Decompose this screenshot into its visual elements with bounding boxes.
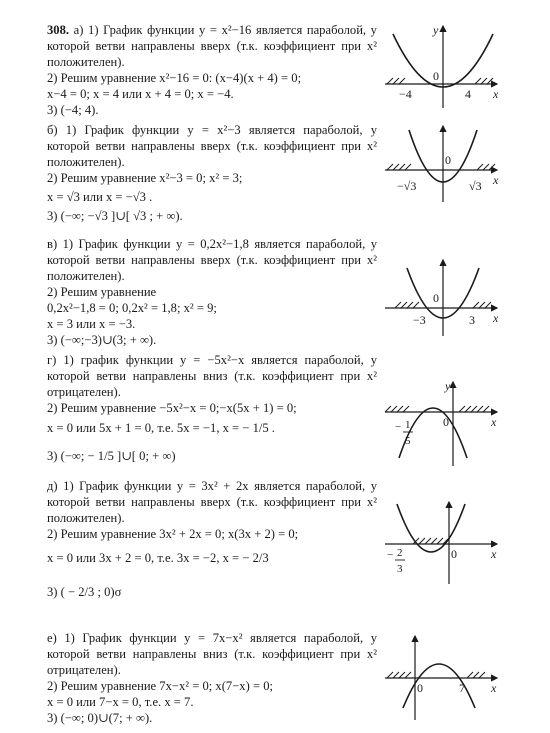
section-d-line-4: 3) ( − 2/3 ; 0)σ — [47, 585, 122, 599]
label-origin: 0 — [433, 291, 439, 305]
section-a — [47, 22, 377, 118]
label-root-numerator: 1 — [405, 419, 411, 431]
label-root-numerator: 2 — [397, 547, 403, 559]
axis-label-x: x — [491, 415, 497, 429]
label-origin: 0 — [417, 681, 423, 695]
section-g — [47, 352, 377, 464]
hatch — [387, 78, 493, 84]
section-v-line-2: 2) Решим уравнение — [47, 285, 157, 299]
section-g-line-1: г) 1) график функции y = −5x²−x является параболой, у которой ветви направлены вниз (т.к. коэффициент при x² отрицателен). — [47, 353, 377, 399]
label-root-right: √3 — [469, 179, 482, 193]
problem-number: 308. — [47, 23, 70, 37]
section-e-line-2: 2) Решим уравнение 7x−x² = 0; x(7−x) = 0; — [47, 679, 273, 693]
section-d-line-3: x = 0 или 3x + 2 = 0, т.е. 3x = −2, x = − 2/3 — [47, 551, 269, 565]
section-e-line-1: е) 1) График функции y = 7x−x² является параболой, у которой ветви направлены вниз (т.к. коэффициент при x² отрицателен). — [47, 631, 377, 677]
hatch — [387, 164, 495, 170]
graph-e — [385, 632, 505, 722]
label-root-left: −3 — [413, 313, 426, 327]
section-d-line-1: д) 1) График функции y = 3x² + 2x является параболой, у которой ветви направлены вверх (т.к. коэффициент при x² положителен). — [47, 479, 377, 525]
parabola — [399, 408, 467, 458]
section-g-line-3: x = 0 или 5x + 1 = 0, т.е. 5x = −1, x = − 1/5 . — [47, 421, 275, 435]
hatch — [413, 538, 449, 544]
graph-a — [385, 22, 505, 110]
section-b-line-3: x = √3 или x = −√3 . — [47, 190, 153, 204]
section-b-line-4: 3) (−∞; −√3 ]∪[ √3 ; + ∞). — [47, 209, 183, 223]
axis-label-x: x — [491, 681, 497, 695]
axis-label-x: x — [493, 311, 499, 325]
section-v-line-1: в) 1) График функции y = 0,2x²−1,8 является параболой, у которой ветви направлены вверх (т.к. коэффициент при x² положителен). — [47, 237, 377, 283]
label-origin: 0 — [433, 69, 439, 83]
svg-text:−: − — [387, 549, 394, 561]
section-g-line-2: 2) Решим уравнение −5x²−x = 0;−x(5x + 1) = 0; — [47, 401, 297, 415]
section-a-line-3: x−4 = 0; x = 4 или x + 4 = 0; x = −4. — [47, 87, 234, 101]
label-root-left: −4 — [399, 87, 412, 101]
axis-label-x: x — [491, 547, 497, 561]
section-v-line-4: x = 3 или x = −3. — [47, 317, 136, 331]
axis-label-x: x — [493, 87, 499, 101]
section-a-line-4: 3) (−4; 4). — [47, 103, 99, 117]
label-root-right: 4 — [465, 87, 471, 101]
label-origin: 0 — [445, 153, 451, 167]
label-root-right: 3 — [469, 313, 475, 327]
section-e-line-3: x = 0 или 7−x = 0, т.е. x = 7. — [47, 695, 194, 709]
axis-label-y: y — [433, 23, 439, 37]
section-v — [47, 236, 377, 348]
label-root-denominator: 5 — [405, 435, 411, 447]
graph-b — [385, 124, 505, 204]
section-g-line-4: 3) (−∞; − 1/5 ]∪[ 0; + ∞) — [47, 449, 176, 463]
label-origin: 0 — [443, 415, 449, 429]
label-root-denominator: 3 — [397, 563, 403, 575]
section-b-line-2: 2) Решим уравнение x²−3 = 0; x² = 3; — [47, 171, 243, 185]
graph-v — [385, 258, 505, 338]
svg-text:−: − — [395, 421, 402, 433]
label-origin: 0 — [451, 547, 457, 561]
section-v-line-5: 3) (−∞;−3)∪(3; + ∞). — [47, 333, 157, 347]
graph-g — [385, 378, 505, 468]
section-b — [47, 122, 377, 224]
label-root-right: 7 — [459, 681, 465, 695]
graph-d — [385, 500, 505, 586]
section-a-line-1: а) 1) График функции y = x²−16 является параболой, у которой ветви направлены вверх (т.к. коэффициент при x² положителен). — [47, 23, 377, 69]
axis-label-y: y — [445, 379, 451, 393]
section-b-line-1: б) 1) График функции y = x²−3 является параболой, у которой ветви направлены вверх (т.к. коэффициент при x² положителен). — [47, 123, 377, 169]
section-v-line-3: 0,2x²−1,8 = 0; 0,2x² = 1,8; x² = 9; — [47, 301, 217, 315]
axis-label-x: x — [493, 173, 499, 187]
hatch — [387, 672, 485, 678]
label-root-left: −√3 — [397, 179, 417, 193]
parabola — [397, 504, 465, 552]
section-d — [47, 478, 377, 600]
section-a-line-2: 2) Решим уравнение x²−16 = 0: (x−4)(x + 4) = 0; — [47, 71, 302, 85]
section-e-line-4: 3) (−∞; 0)∪(7; + ∞). — [47, 711, 153, 725]
section-e — [47, 630, 377, 726]
section-d-line-2: 2) Решим уравнение 3x² + 2x = 0; x(3x + 2) = 0; — [47, 527, 299, 541]
